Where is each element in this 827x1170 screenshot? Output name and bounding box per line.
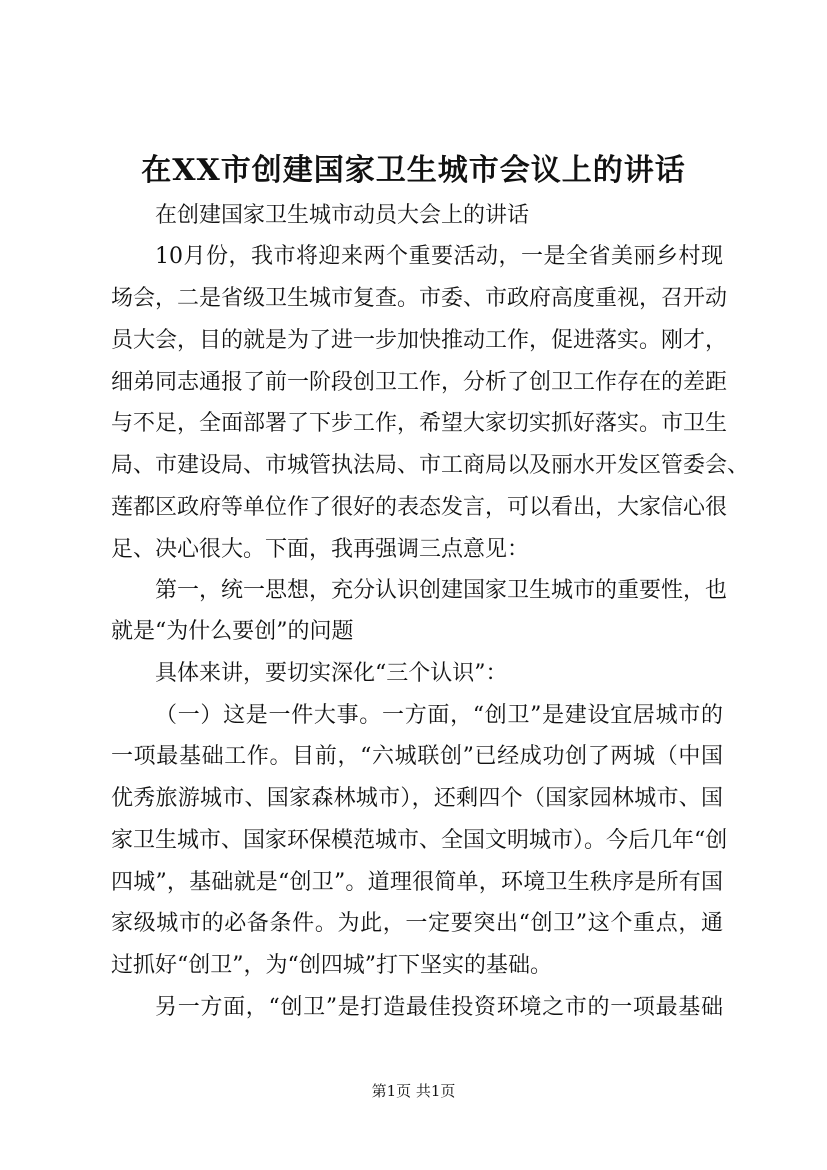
paragraph-line: 过抓好“创卫”，为“创四城”打下坚实的基础。 — [111, 953, 552, 978]
paragraph-line: 足、决心很大。下面，我再强调三点意见： — [111, 537, 530, 562]
paragraph-line: 莲都区政府等单位作了很好的表态发言，可以看出，大家信心很 — [111, 495, 728, 520]
paragraph-line: 四城”，基础就是“创卫”。道理很简单，环境卫生秩序是所有国 — [111, 870, 723, 895]
paragraph-line: 与不足，全面部署了下步工作，希望大家切实抓好落实。市卫生 — [111, 411, 728, 436]
paragraph-line: 员大会，目的就是为了进一步加快推动工作，促进落实。刚才， — [111, 328, 728, 353]
paragraph-line: 细弟同志通报了前一阶段创卫工作，分析了创卫工作存在的差距 — [111, 370, 728, 395]
document-subtitle: 在创建国家卫生城市动员大会上的讲话 — [155, 203, 530, 228]
paragraph-line: 家卫生城市、国家环保模范城市、全国文明城市）。今后几年“创 — [111, 828, 728, 853]
paragraph-line: 场会，二是省级卫生城市复查。市委、市政府高度重视，召开动 — [111, 286, 728, 311]
paragraph-line: 10月份，我市将迎来两个重要活动，一是全省美丽乡村现 — [155, 244, 723, 269]
paragraph-line: （一）这是一件大事。一方面，“创卫”是建设宜居城市的 — [155, 703, 723, 728]
document-title: 在XX市创建国家卫生城市会议上的讲话 — [141, 153, 686, 188]
paragraph-line: 优秀旅游城市、国家森林城市），还剩四个（国家园林城市、国 — [111, 786, 723, 811]
page-footer: 第1页 共1页 — [371, 1082, 456, 1100]
paragraph-line: 具体来讲，要切实深化“三个认识”： — [155, 661, 508, 686]
paragraph-line: 局、市建设局、市城管执法局、市工商局以及丽水开发区管委会、 — [111, 453, 750, 478]
paragraph-line: 家级城市的必备条件。为此，一定要突出“创卫”这个重点，通 — [111, 911, 723, 936]
paragraph-line: 就是“为什么要创”的问题 — [111, 619, 354, 644]
paragraph-line: 第一，统一思想，充分认识创建国家卫生城市的重要性，也 — [155, 578, 728, 603]
paragraph-line: 另一方面，“创卫”是打造最佳投资环境之市的一项最基础 — [155, 995, 723, 1020]
paragraph-line: 一项最基础工作。目前，“六城联创”已经成功创了两城（中国 — [111, 744, 723, 769]
